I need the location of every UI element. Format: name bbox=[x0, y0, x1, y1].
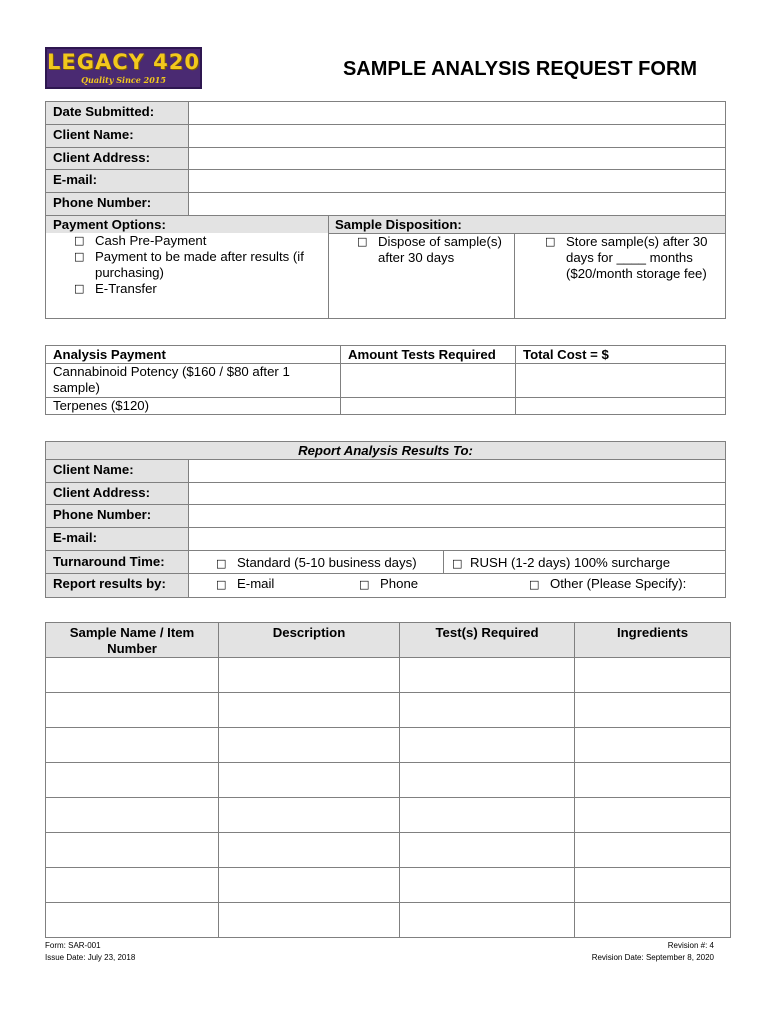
cannabinoid-potency-label: Cannabinoid Potency ($160 / $80 after 1 sample) bbox=[46, 364, 341, 398]
date-submitted-field[interactable] bbox=[189, 102, 726, 125]
total-cost-header: Total Cost = $ bbox=[516, 346, 726, 364]
checkbox-icon[interactable]: □ bbox=[74, 234, 85, 247]
sample-row bbox=[46, 693, 731, 728]
footer-right bbox=[592, 940, 714, 964]
sample-name-field[interactable] bbox=[46, 903, 219, 938]
phone-number-field[interactable] bbox=[189, 193, 726, 216]
footer-left bbox=[45, 940, 135, 964]
payment-options-cell bbox=[46, 216, 329, 319]
form-title: SAMPLE ANALYSIS REQUEST FORM bbox=[342, 58, 698, 80]
results-by-email-label: E-mail bbox=[237, 576, 275, 591]
tests-required-field[interactable] bbox=[400, 763, 575, 798]
sample-row bbox=[46, 833, 731, 868]
checkbox-icon[interactable]: □ bbox=[74, 282, 85, 295]
checkbox-icon[interactable]: □ bbox=[452, 557, 463, 570]
turnaround-standard-label: Standard (5-10 business days) bbox=[237, 555, 417, 570]
sample-row bbox=[46, 658, 731, 693]
sample-disposition-label: Sample Disposition: bbox=[329, 216, 725, 234]
ingredients-field[interactable] bbox=[575, 658, 731, 693]
sample-name-field[interactable] bbox=[46, 868, 219, 903]
issue-date: Issue Date: July 23, 2018 bbox=[45, 953, 136, 962]
disposition-dispose-label: Dispose of sample(s) after 30 days bbox=[378, 234, 502, 265]
ingredients-field[interactable] bbox=[575, 763, 731, 798]
description-field[interactable] bbox=[219, 798, 400, 833]
payment-option-etransfer[interactable] bbox=[74, 281, 328, 297]
payment-option-label: Cash Pre-Payment bbox=[95, 233, 207, 248]
payment-option-label: Payment to be made after results (if purchasing) bbox=[95, 249, 304, 280]
sample-row bbox=[46, 868, 731, 903]
payment-option-after-results[interactable] bbox=[74, 249, 319, 281]
amount-tests-header: Amount Tests Required bbox=[341, 346, 516, 364]
description-field[interactable] bbox=[219, 693, 400, 728]
results-by-phone-label: Phone bbox=[380, 576, 419, 591]
ingredients-field[interactable] bbox=[575, 833, 731, 868]
tests-required-field[interactable] bbox=[400, 833, 575, 868]
company-logo bbox=[45, 47, 202, 89]
report-email-field[interactable] bbox=[189, 528, 726, 551]
description-field[interactable] bbox=[219, 658, 400, 693]
checkbox-icon[interactable]: □ bbox=[216, 578, 227, 591]
client-name-field[interactable] bbox=[189, 125, 726, 148]
report-client-address-field[interactable] bbox=[189, 483, 726, 505]
description-header: Description bbox=[219, 623, 400, 658]
turnaround-standard-option[interactable] bbox=[189, 551, 444, 573]
sample-row bbox=[46, 763, 731, 798]
disposition-store-option[interactable] bbox=[545, 234, 723, 282]
terpenes-amount-field[interactable] bbox=[341, 398, 516, 415]
report-results-table bbox=[45, 441, 726, 598]
description-field[interactable] bbox=[219, 903, 400, 938]
description-field[interactable] bbox=[219, 868, 400, 903]
sample-row bbox=[46, 728, 731, 763]
sample-rows bbox=[46, 658, 731, 938]
report-client-address-label: Client Address: bbox=[46, 483, 189, 505]
payment-options-label: Payment Options: bbox=[46, 216, 328, 233]
revision-date: Revision Date: September 8, 2020 bbox=[591, 953, 714, 962]
disposition-dispose-option[interactable] bbox=[357, 234, 507, 266]
turnaround-options bbox=[189, 551, 726, 574]
sample-name-field[interactable] bbox=[46, 763, 219, 798]
client-address-label: Client Address: bbox=[46, 148, 189, 170]
checkbox-icon[interactable]: □ bbox=[216, 557, 227, 570]
tests-required-field[interactable] bbox=[400, 903, 575, 938]
analysis-payment-header: Analysis Payment bbox=[46, 346, 341, 364]
client-info-table bbox=[45, 101, 726, 319]
sample-name-field[interactable] bbox=[46, 728, 219, 763]
terpenes-label: Terpenes ($120) bbox=[46, 398, 341, 415]
sample-row bbox=[46, 903, 731, 938]
description-field[interactable] bbox=[219, 728, 400, 763]
results-by-other-option[interactable] bbox=[529, 576, 725, 597]
form-number: Form: SAR-001 bbox=[45, 941, 101, 950]
report-client-name-label: Client Name: bbox=[46, 460, 189, 483]
checkbox-icon[interactable]: □ bbox=[529, 578, 540, 591]
description-field[interactable] bbox=[219, 833, 400, 868]
terpenes-total-field[interactable] bbox=[516, 398, 726, 415]
report-results-by-options bbox=[189, 574, 726, 598]
sample-name-field[interactable] bbox=[46, 693, 219, 728]
tests-required-field[interactable] bbox=[400, 798, 575, 833]
email-label: E-mail: bbox=[46, 170, 189, 193]
tests-required-field[interactable] bbox=[400, 728, 575, 763]
checkbox-icon[interactable]: □ bbox=[545, 235, 556, 248]
ingredients-field[interactable] bbox=[575, 728, 731, 763]
report-phone-field[interactable] bbox=[189, 505, 726, 528]
payment-option-cash[interactable] bbox=[74, 233, 328, 249]
report-email-label: E-mail: bbox=[46, 528, 189, 551]
ingredients-field[interactable] bbox=[575, 868, 731, 903]
ingredients-field[interactable] bbox=[575, 798, 731, 833]
report-results-by-label: Report results by: bbox=[46, 574, 189, 598]
turnaround-time-label: Turnaround Time: bbox=[46, 551, 189, 574]
report-phone-label: Phone Number: bbox=[46, 505, 189, 528]
client-address-field[interactable] bbox=[189, 148, 726, 170]
tests-required-header: Test(s) Required bbox=[400, 623, 575, 658]
cannabinoid-amount-field[interactable] bbox=[341, 364, 516, 398]
sample-row bbox=[46, 798, 731, 833]
report-results-title: Report Analysis Results To: bbox=[46, 442, 726, 460]
report-client-name-field[interactable] bbox=[189, 460, 726, 483]
tests-required-field[interactable] bbox=[400, 868, 575, 903]
logo-text: LEGACY 420 bbox=[47, 50, 200, 74]
cannabinoid-total-field[interactable] bbox=[516, 364, 726, 398]
description-field[interactable] bbox=[219, 763, 400, 798]
sample-name-header: Sample Name / Item Number bbox=[46, 623, 219, 658]
ingredients-field[interactable] bbox=[575, 693, 731, 728]
results-by-email-option[interactable] bbox=[189, 576, 359, 597]
phone-number-label: Phone Number: bbox=[46, 193, 189, 216]
sample-name-field[interactable] bbox=[46, 833, 219, 868]
tests-required-field[interactable] bbox=[400, 658, 575, 693]
results-by-phone-option[interactable] bbox=[359, 576, 529, 597]
ingredients-header: Ingredients bbox=[575, 623, 731, 658]
logo-tagline: Quality Since 2015 bbox=[81, 75, 166, 85]
checkbox-icon[interactable]: □ bbox=[359, 578, 370, 591]
checkbox-icon[interactable]: □ bbox=[357, 235, 368, 248]
turnaround-rush-option[interactable] bbox=[444, 551, 725, 573]
sample-disposition-cell bbox=[329, 216, 726, 319]
ingredients-field[interactable] bbox=[575, 903, 731, 938]
samples-table bbox=[45, 622, 731, 938]
sample-name-field[interactable] bbox=[46, 658, 219, 693]
checkbox-icon[interactable]: □ bbox=[74, 250, 85, 263]
results-by-other-label: Other (Please Specify): bbox=[550, 576, 687, 591]
client-name-label: Client Name: bbox=[46, 125, 189, 148]
date-submitted-label: Date Submitted: bbox=[46, 102, 189, 125]
tests-required-field[interactable] bbox=[400, 693, 575, 728]
revision-number: Revision #: 4 bbox=[667, 941, 714, 950]
turnaround-rush-label: RUSH (1-2 days) 100% surcharge bbox=[470, 555, 671, 570]
payment-option-label: E-Transfer bbox=[95, 281, 157, 296]
email-field[interactable] bbox=[189, 170, 726, 193]
disposition-store-label: Store sample(s) after 30 days for ____ months ($20/month storage fee) bbox=[566, 234, 708, 281]
sample-name-field[interactable] bbox=[46, 798, 219, 833]
analysis-payment-table bbox=[45, 345, 726, 415]
